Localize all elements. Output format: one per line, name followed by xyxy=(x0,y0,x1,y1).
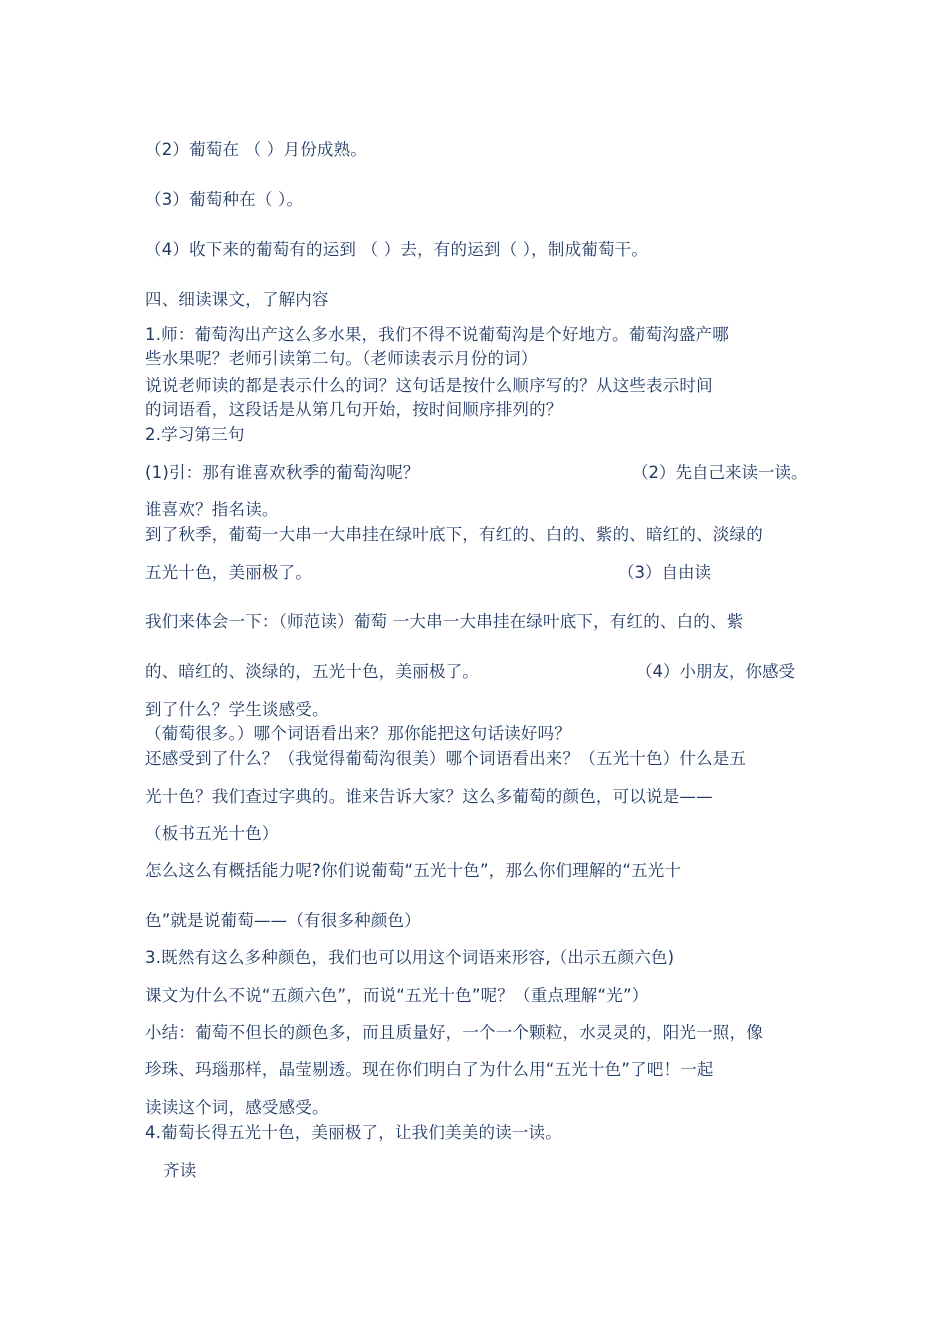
paragraph-3-line-2: 课文为什么不说“五颜六色”，而说“五光十色”呢？（重点理解“光”） xyxy=(145,986,649,1005)
fill-blank-q3: （3）葡萄种在（ ）。 xyxy=(145,190,304,209)
paragraph-2-line-l: 色”就是说葡萄——（有很多种颜色） xyxy=(145,911,421,930)
paragraph-2-line-a: 谁喜欢？指名读。 xyxy=(145,500,279,519)
paragraph-4-line-1: 4.葡萄长得五光十色，美丽极了，让我们美美的读一读。 xyxy=(145,1123,562,1142)
step-4: （4）小朋友，你感受 xyxy=(636,662,795,681)
paragraph-2-line-i: 光十色？我们查过字典的。谁来告诉大家？这么多葡萄的颜色，可以说是—— xyxy=(145,787,713,806)
paragraph-2-line-k: 怎么这么有概括能力呢?你们说葡萄“五光十色”，那么你们理解的“五光十 xyxy=(145,861,682,880)
paragraph-3-line-5: 读读这个词，感受感受。 xyxy=(145,1098,329,1117)
step-2: （2）先自己来读一读。 xyxy=(632,463,808,482)
paragraph-3-line-4: 珍珠、玛瑙那样，晶莹剔透。现在你们明白了为什么用“五光十色”了吧！一起 xyxy=(145,1060,714,1079)
section-heading: 四、细读课文，了解内容 xyxy=(145,290,329,309)
paragraph-3-line-1: 3.既然有这么多种颜色，我们也可以用这个词语来形容,（出示五颜六色) xyxy=(145,948,675,967)
paragraph-1-line-3: 说说老师读的都是表示什么的词？这句话是按什么顺序写的？从这些表示时间 xyxy=(145,376,713,395)
paragraph-2-line-b: 到了秋季，葡萄一大串一大串挂在绿叶底下，有红的、白的、紫的、暗红的、淡绿的 xyxy=(145,525,763,544)
paragraph-2-line-f: 到了什么？学生谈感受。 xyxy=(145,700,329,719)
step-1: (1)引：那有谁喜欢秋季的葡萄沟呢？ xyxy=(145,463,420,482)
paragraph-2-title: 2.学习第三句 xyxy=(145,425,245,444)
paragraph-4-line-2: 齐读 xyxy=(163,1161,197,1180)
paragraph-2-line-c: 五光十色，美丽极了。 xyxy=(145,563,312,582)
paragraph-1-line-2: 些水果呢？老师引读第二句。（老师读表示月份的词） xyxy=(145,349,538,368)
step-3: （3）自由读 xyxy=(618,563,711,582)
fill-blank-q4: （4）收下来的葡萄有的运到 （ ）去，有的运到（ ），制成葡萄干。 xyxy=(145,240,649,259)
paragraph-1-line-4: 的词语看，这段话是从第几句开始，按时间顺序排列的？ xyxy=(145,400,563,419)
paragraph-2-line-j: （板书五光十色） xyxy=(145,824,279,843)
paragraph-1-line-1: 1.师：葡萄沟出产这么多水果，我们不得不说葡萄沟是个好地方。葡萄沟盛产哪 xyxy=(145,325,729,344)
paragraph-2-line-h: 还感受到了什么？（我觉得葡萄沟很美）哪个词语看出来？（五光十色）什么是五 xyxy=(145,749,747,768)
paragraph-2-line-d: 我们来体会一下：（师范读）葡萄 一大串一大串挂在绿叶底下，有红的、白的、紫 xyxy=(145,612,744,631)
paragraph-2-line-e: 的、暗红的、淡绿的，五光十色，美丽极了。 xyxy=(145,662,479,681)
paragraph-3-line-3: 小结：葡萄不但长的颜色多，而且质量好，一个一个颗粒，水灵灵的，阳光一照，像 xyxy=(145,1023,763,1042)
paragraph-2-line-g: （葡萄很多。）哪个词语看出来？那你能把这句话读好吗？ xyxy=(145,724,571,743)
fill-blank-q2: （2）葡萄在 （ ）月份成熟。 xyxy=(145,140,367,159)
